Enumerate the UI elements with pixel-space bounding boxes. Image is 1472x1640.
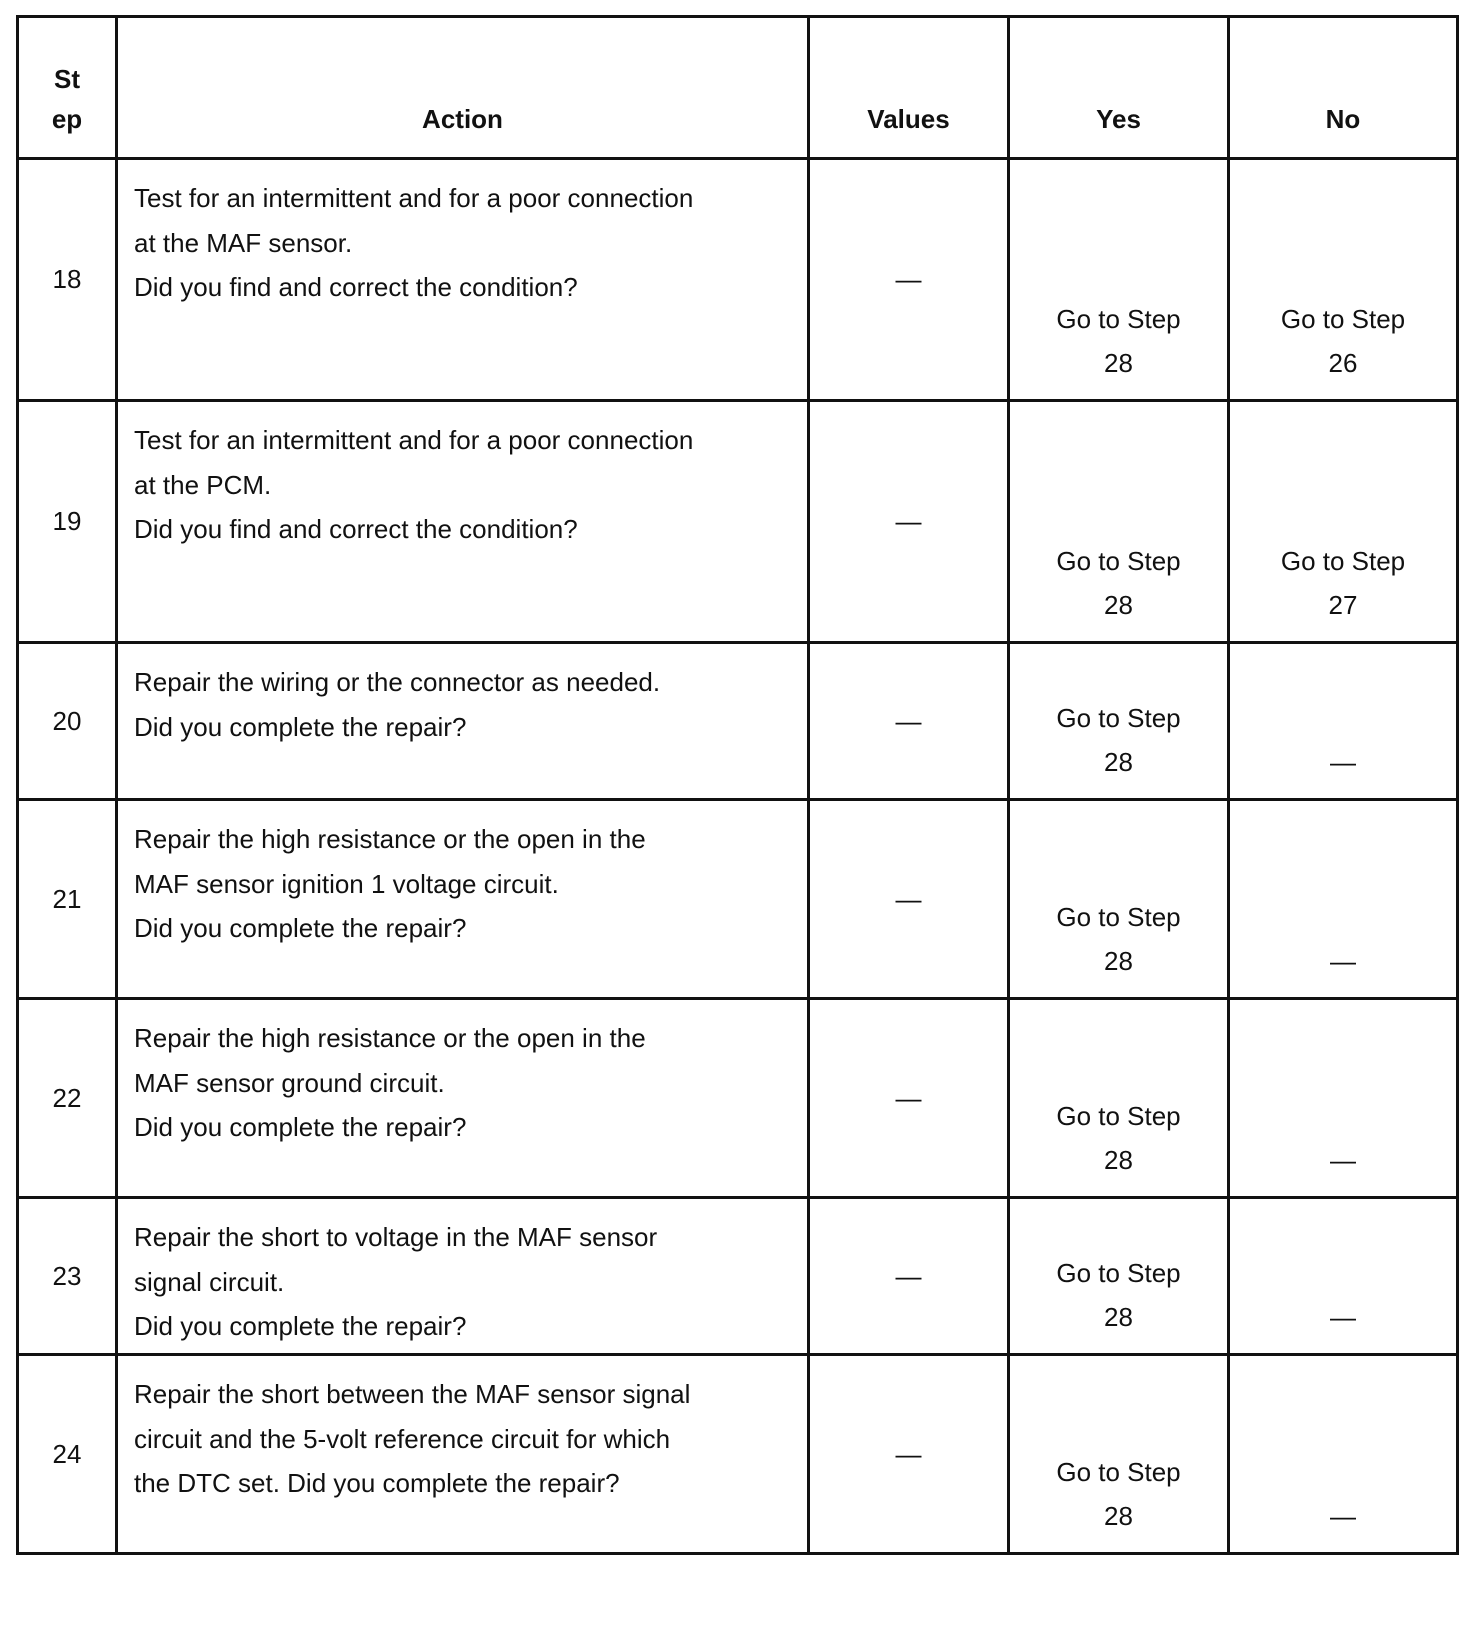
header-step: St ep: [18, 17, 117, 159]
header-no: No: [1229, 17, 1458, 159]
no-cell: [1229, 800, 1458, 999]
action-cell: [117, 1355, 809, 1554]
action-line: Repair the high resistance or the open in the: [134, 824, 646, 854]
yes-cell: [1009, 1198, 1229, 1355]
action-line: Repair the short to voltage in the MAF sensor: [134, 1222, 658, 1252]
action-line: MAF sensor ignition 1 voltage circuit.: [134, 868, 559, 899]
values-dash: —: [895, 1438, 922, 1469]
yes-text: 28: [1104, 747, 1133, 777]
action-line: Did you complete the repair?: [134, 1311, 467, 1341]
no-cell: [1229, 159, 1458, 401]
yes-text: Go to Step: [1056, 546, 1181, 576]
yes-cell: [1009, 1355, 1229, 1554]
action-line: Repair the high resistance or the open in the: [134, 1023, 646, 1053]
no-text: Go to Step: [1280, 304, 1406, 334]
values-dash: —: [895, 883, 922, 914]
values-cell: [809, 401, 1009, 643]
yes-text: Go to Step: [1056, 1457, 1181, 1487]
no-text: 26: [1328, 348, 1358, 378]
table-row: [18, 159, 1458, 401]
diagnostic-steps-table: [16, 15, 1459, 1555]
table-row: [18, 999, 1458, 1198]
action-line: Repair the wiring or the connector as needed.: [134, 667, 661, 697]
values-dash: —: [895, 1260, 922, 1291]
values-dash: —: [895, 506, 922, 536]
action-cell: [117, 800, 809, 999]
table-row: [18, 1198, 1458, 1355]
step-number: 18: [18, 159, 117, 401]
table-row: [18, 643, 1458, 800]
table-row: [18, 800, 1458, 999]
yes-text: 28: [1104, 946, 1133, 976]
action-line: Did you complete the repair?: [134, 1112, 467, 1142]
values-dash: —: [895, 264, 922, 294]
action-line: Test for an intermittent and for a poor connection: [134, 183, 694, 213]
yes-text: Go to Step: [1056, 703, 1181, 733]
no-text: 27: [1328, 590, 1358, 620]
yes-text: 28: [1104, 1145, 1133, 1175]
action-line: Did you complete the repair?: [134, 711, 467, 742]
no-text: —: [1330, 1145, 1356, 1175]
yes-text: Go to Step: [1056, 1258, 1181, 1288]
no-cell: [1229, 401, 1458, 643]
action-line: the DTC set. Did you complete the repair?: [134, 1468, 620, 1498]
values-dash: —: [895, 705, 922, 736]
action-cell: [117, 999, 809, 1198]
yes-cell: [1009, 800, 1229, 999]
action-cell: [117, 401, 809, 643]
action-line: Did you complete the repair?: [134, 913, 467, 943]
yes-cell: [1009, 999, 1229, 1198]
yes-cell: [1009, 643, 1229, 800]
action-line: Test for an intermittent and for a poor connection: [134, 425, 694, 455]
no-text: —: [1330, 1302, 1356, 1332]
values-cell: [809, 159, 1009, 401]
no-cell: [1229, 999, 1458, 1198]
action-cell: [117, 159, 809, 401]
yes-text: Go to Step: [1056, 304, 1181, 334]
header-values: Values: [809, 17, 1009, 159]
values-dash: —: [895, 1082, 922, 1113]
yes-cell: [1009, 401, 1229, 643]
yes-text: 28: [1104, 1501, 1133, 1531]
values-cell: [809, 643, 1009, 800]
header-yes: Yes: [1009, 17, 1229, 159]
yes-text: Go to Step: [1056, 1101, 1181, 1131]
yes-text: 28: [1104, 590, 1133, 620]
no-cell: [1229, 1198, 1458, 1355]
no-text: —: [1330, 946, 1356, 976]
no-text: —: [1330, 747, 1356, 777]
step-number: 19: [18, 401, 117, 643]
values-cell: [809, 800, 1009, 999]
header-action: Action: [117, 17, 809, 159]
header-row: [18, 17, 1458, 159]
values-cell: [809, 1198, 1009, 1355]
step-number: 20: [18, 643, 117, 800]
action-line: at the MAF sensor.: [134, 227, 353, 258]
values-cell: [809, 1355, 1009, 1554]
no-text: —: [1330, 1501, 1356, 1531]
action-line: at the PCM.: [134, 469, 272, 500]
no-cell: [1229, 643, 1458, 800]
action-cell: [117, 643, 809, 800]
yes-text: Go to Step: [1056, 902, 1181, 932]
action-line: Did you find and correct the condition?: [134, 272, 578, 302]
yes-text: 28: [1104, 348, 1133, 378]
step-number: 23: [18, 1198, 117, 1355]
step-number: 22: [18, 999, 117, 1198]
yes-text: 28: [1104, 1302, 1133, 1332]
values-cell: [809, 999, 1009, 1198]
action-line: signal circuit.: [134, 1266, 285, 1297]
table-row: [18, 401, 1458, 643]
action-line: Did you find and correct the condition?: [134, 514, 578, 544]
action-line: MAF sensor ground circuit.: [134, 1067, 445, 1098]
action-cell: [117, 1198, 809, 1355]
no-text: Go to Step: [1280, 546, 1406, 576]
table-row: [18, 1355, 1458, 1554]
yes-cell: [1009, 159, 1229, 401]
no-cell: [1229, 1355, 1458, 1554]
step-number: 24: [18, 1355, 117, 1554]
action-line: Repair the short between the MAF sensor signal: [134, 1379, 691, 1409]
action-line: circuit and the 5-volt reference circuit for which: [134, 1423, 671, 1454]
step-number: 21: [18, 800, 117, 999]
